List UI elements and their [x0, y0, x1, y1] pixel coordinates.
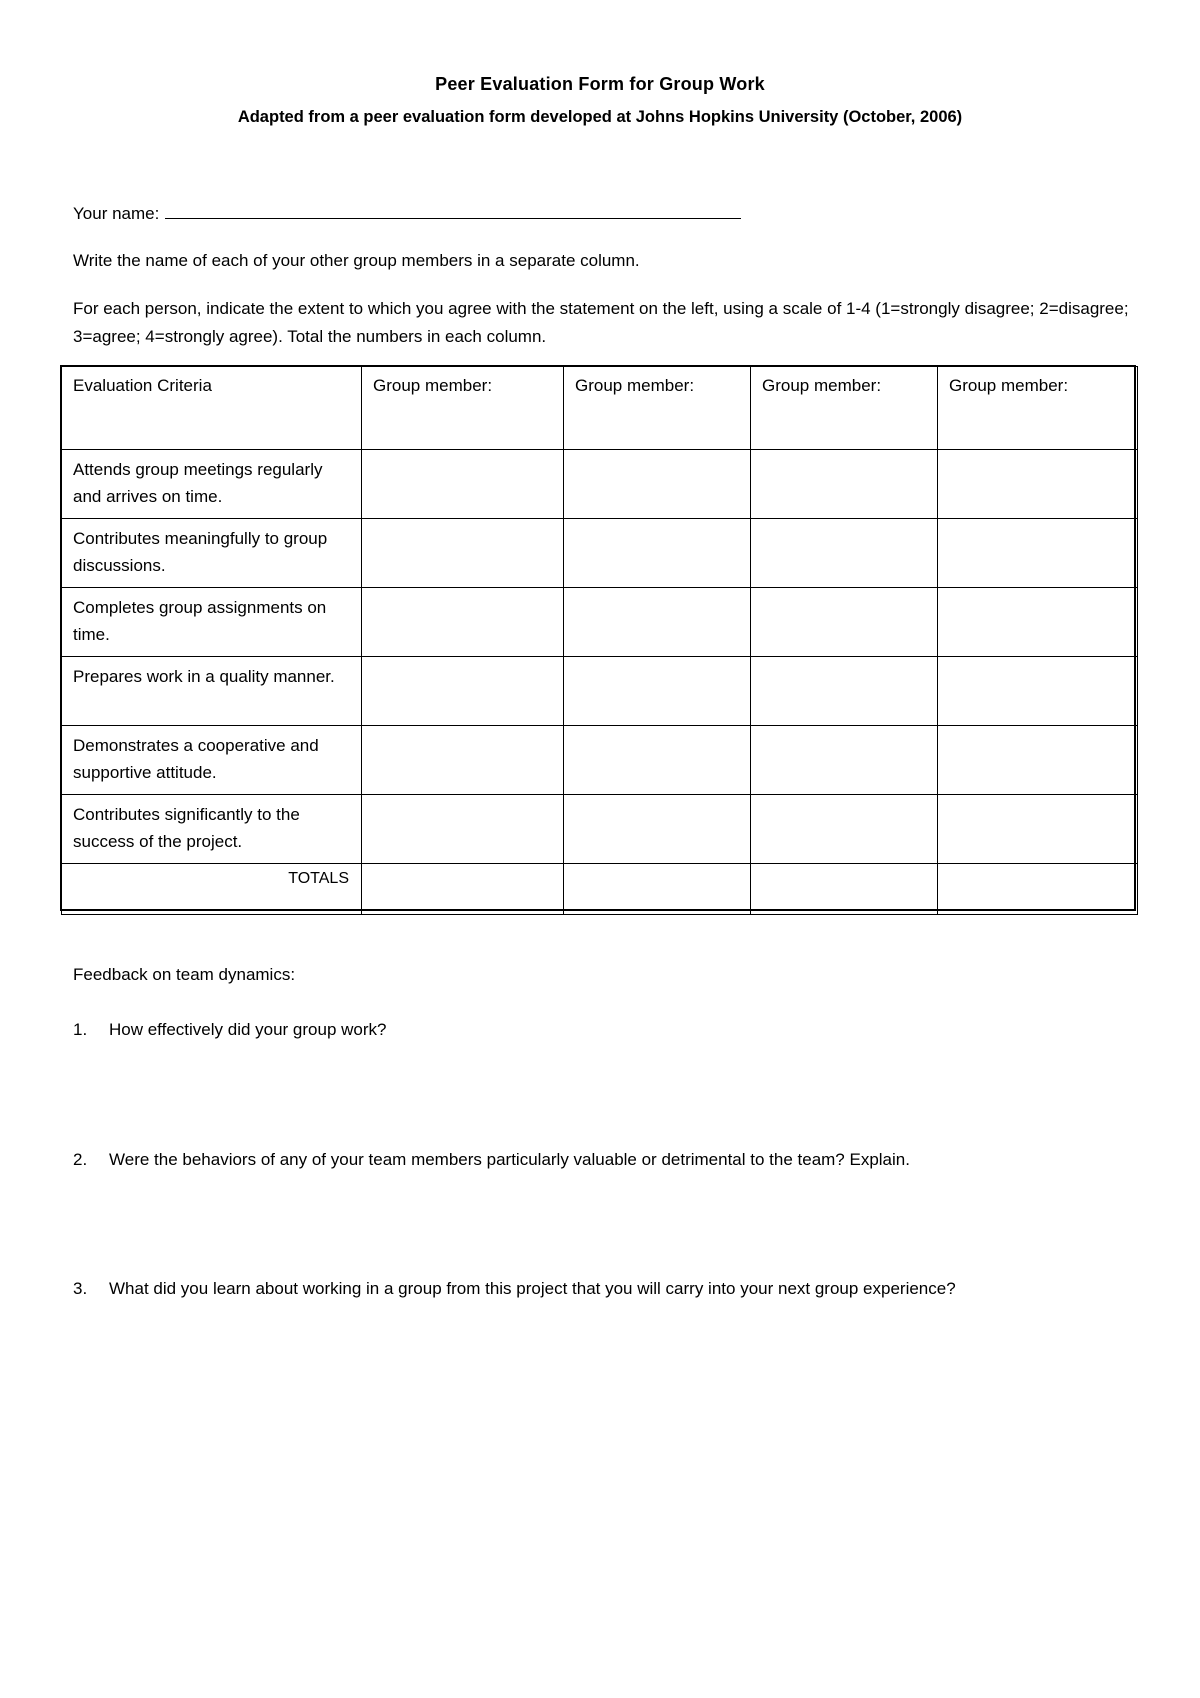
header-group-member-4[interactable]: Group member: — [938, 367, 1138, 450]
form-subtitle: Adapted from a peer evaluation form developed at Johns Hopkins University (October, 2006) — [237, 108, 963, 126]
criterion-label: Attends group meetings regularly and arrives on time. — [62, 450, 362, 519]
rating-cell[interactable] — [938, 450, 1138, 519]
name-label: Your name: — [73, 204, 160, 223]
rating-cell[interactable] — [751, 588, 938, 657]
rating-cell[interactable] — [362, 726, 564, 795]
rating-cell[interactable] — [938, 795, 1138, 864]
rating-cell[interactable] — [564, 519, 751, 588]
feedback-question-2 — [73, 1146, 1073, 1174]
table-row — [62, 657, 1138, 726]
question-number: 2. — [73, 1150, 88, 1169]
rating-cell[interactable] — [938, 726, 1138, 795]
feedback-heading: Feedback on team dynamics: — [73, 965, 296, 984]
rating-cell[interactable] — [564, 795, 751, 864]
form-title: Peer Evaluation Form for Group Work — [435, 74, 765, 94]
rating-cell[interactable] — [362, 519, 564, 588]
rating-cell[interactable] — [564, 588, 751, 657]
rating-cell[interactable] — [938, 588, 1138, 657]
evaluation-table — [61, 366, 1138, 915]
name-blank-line[interactable] — [165, 200, 741, 219]
question-number: 1. — [73, 1020, 88, 1039]
criterion-label: Demonstrates a cooperative and supportive attitude. — [62, 726, 362, 795]
rating-cell[interactable] — [751, 795, 938, 864]
table-row — [62, 450, 1138, 519]
name-field-row — [73, 200, 741, 224]
table-header-row — [62, 367, 1138, 450]
feedback-question-3 — [73, 1275, 1073, 1303]
instruction-scale: For each person, indicate the extent to which you agree with the statement on the left, using a scale of 1-4 (1=strongly disagree; 2=disagree; 3=agree; 4=strongly agree). Total the numbers in each column. — [73, 299, 1129, 346]
rating-cell[interactable] — [362, 795, 564, 864]
rating-cell[interactable] — [564, 657, 751, 726]
rating-cell[interactable] — [751, 450, 938, 519]
question-text: How effectively did your group work? — [109, 1020, 387, 1039]
table-row — [62, 726, 1138, 795]
criterion-label: Completes group assignments on time. — [62, 588, 362, 657]
table-row — [62, 588, 1138, 657]
criterion-label: Contributes significantly to the success of the project. — [62, 795, 362, 864]
question-text: Were the behaviors of any of your team members particularly valuable or detrimental to the team? Explain. — [109, 1150, 910, 1169]
rating-cell[interactable] — [362, 588, 564, 657]
rating-cell[interactable] — [564, 450, 751, 519]
table-row — [62, 519, 1138, 588]
rating-cell[interactable] — [751, 519, 938, 588]
rating-cell[interactable] — [362, 450, 564, 519]
rating-cell[interactable] — [938, 657, 1138, 726]
criterion-label: Prepares work in a quality manner. — [62, 657, 362, 726]
totals-label: TOTALS — [62, 864, 362, 915]
rating-cell[interactable] — [751, 657, 938, 726]
total-cell[interactable] — [564, 864, 751, 915]
rating-cell[interactable] — [564, 726, 751, 795]
header-group-member-1[interactable]: Group member: — [362, 367, 564, 450]
rating-cell[interactable] — [938, 519, 1138, 588]
feedback-question-1 — [73, 1016, 1073, 1044]
total-cell[interactable] — [938, 864, 1138, 915]
table-row — [62, 795, 1138, 864]
total-cell[interactable] — [751, 864, 938, 915]
header-group-member-2[interactable]: Group member: — [564, 367, 751, 450]
question-text: What did you learn about working in a group from this project that you will carry into your next group experience? — [109, 1279, 956, 1298]
totals-row — [62, 864, 1138, 915]
rating-cell[interactable] — [751, 726, 938, 795]
header-group-member-3[interactable]: Group member: — [751, 367, 938, 450]
rating-cell[interactable] — [362, 657, 564, 726]
total-cell[interactable] — [362, 864, 564, 915]
header-evaluation-criteria: Evaluation Criteria — [62, 367, 362, 450]
question-number: 3. — [73, 1279, 88, 1298]
criterion-label: Contributes meaningfully to group discussions. — [62, 519, 362, 588]
instruction-columns: Write the name of each of your other group members in a separate column. — [73, 251, 640, 270]
